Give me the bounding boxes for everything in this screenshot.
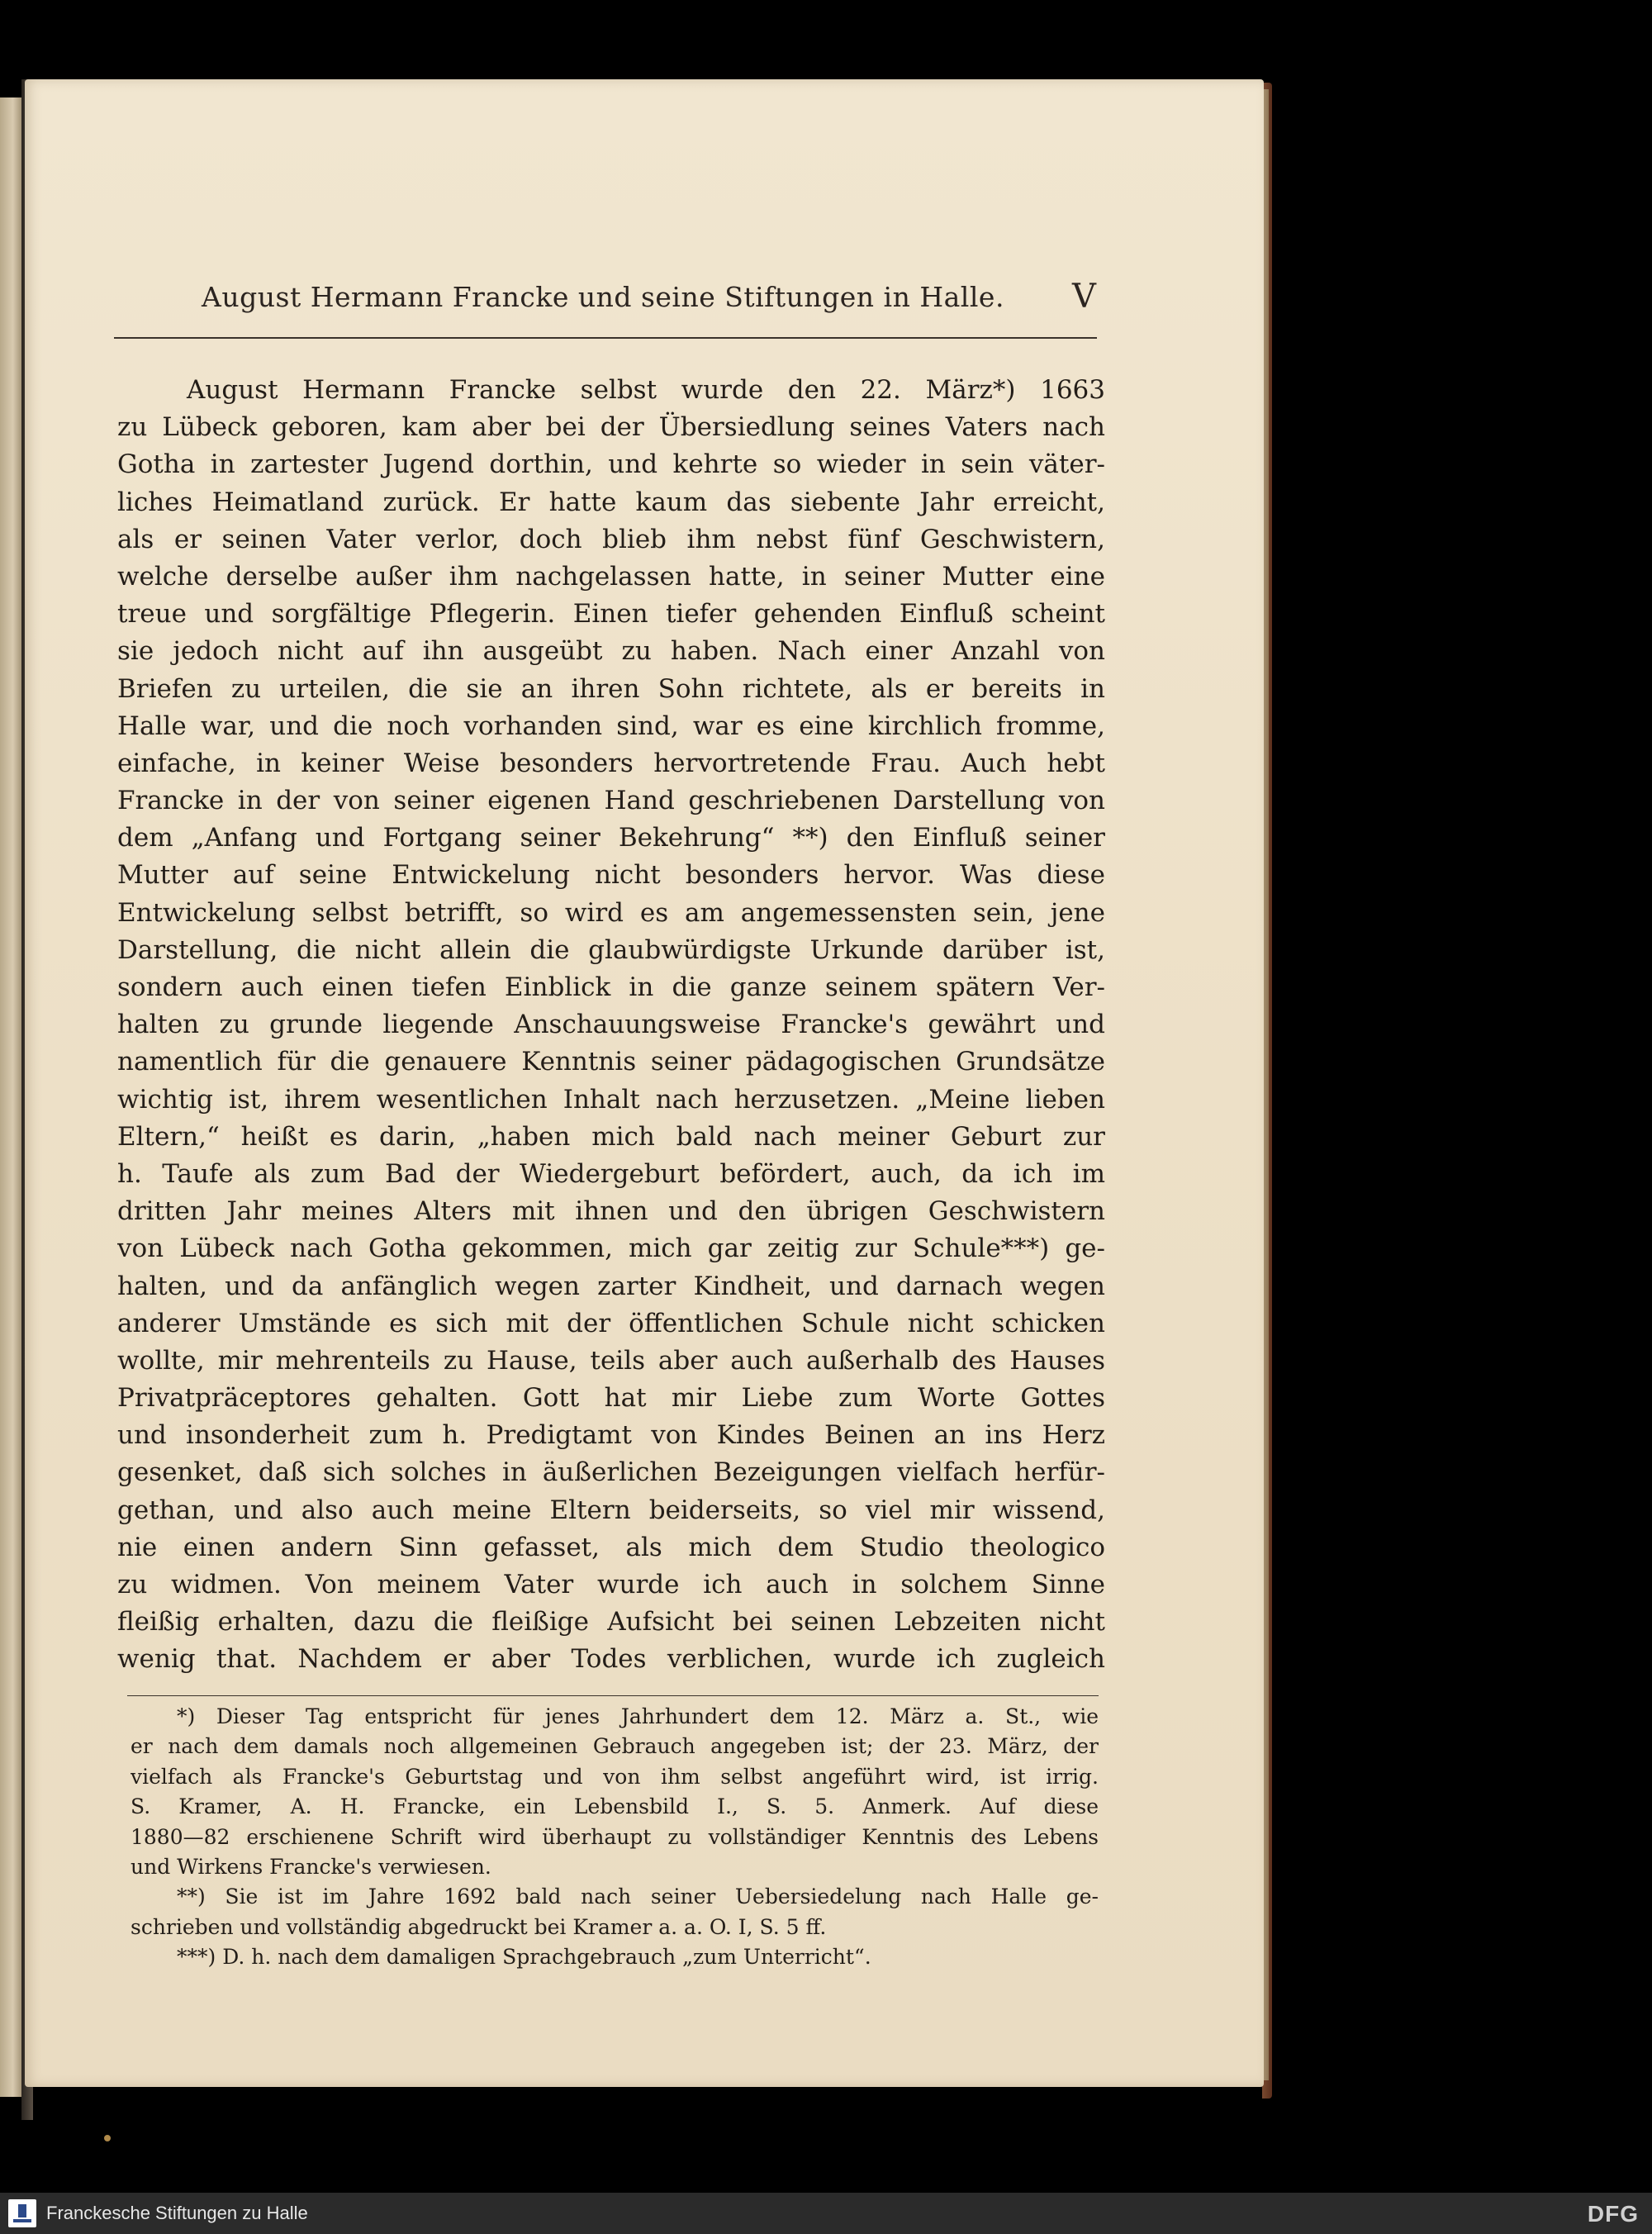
institution-name: Franckesche Stiftungen zu Halle [46, 2203, 308, 2223]
body-line: zu widmen. Von meinem Vater wurde ich auch in solchem Sinne [117, 1570, 1105, 1599]
body-line: gethan, und also auch meine Eltern beiderseits, so viel mir wissend, [117, 1495, 1105, 1525]
body-line: liches Heimatland zurück. Er hatte kaum das siebente Jahr erreicht, [117, 487, 1105, 517]
body-line: anderer Umstände es sich mit der öffentlichen Schule nicht schicken [117, 1308, 1105, 1338]
body-line: treue und sorgfältige Pflegerin. Einen tiefer gehenden Einfluß scheint [117, 599, 1105, 630]
body-line: wollte, mir mehrenteils zu Hause, teils aber auch außerhalb des Hauses [117, 1345, 1105, 1376]
body-line: Mutter auf seine Entwickelung nicht besonders hervor. Was diese [117, 860, 1105, 891]
body-line: Darstellung, die nicht allein die glaubwürdigste Urkunde darüber ist, [117, 934, 1105, 965]
body-line: Entwickelung selbst betrifft, so wird es am angemessensten sein, jene [117, 897, 1105, 928]
footnote-line: **) Sie ist im Jahre 1692 bald nach seiner Uebersiedelung nach Halle ge- [177, 1885, 1099, 1909]
footnote-line: *) Dieser Tag entspricht für jenes Jahrhundert dem 12. März a. St., wie [177, 1704, 1099, 1728]
body-line: von Lübeck nach Gotha gekommen, mich gar zeitig zur Schule***) ge- [117, 1233, 1105, 1264]
dfg-logo: DFG [1587, 2201, 1639, 2227]
footnote-line: und Wirkens Francke's verwiesen. [131, 1854, 491, 1879]
body-line: einfache, in keiner Weise besonders hervortretende Frau. Auch hebt [117, 748, 1105, 778]
body-line: namentlich für die genauere Kenntnis seiner pädagogischen Grundsätze [117, 1047, 1105, 1077]
book-page [25, 79, 1264, 2087]
pencil-mark [104, 2135, 111, 2141]
body-line: als er seinen Vater verlor, doch blieb ihm nebst fünf Geschwistern, [117, 524, 1105, 554]
footnote-line: schrieben und vollständig abgedruckt bei Kramer a. a. O. I, S. 5 ff. [131, 1914, 827, 1939]
body-line: Eltern,“ heißt es darin, „haben mich bald nach meiner Geburt zur [117, 1121, 1105, 1152]
body-line: dritten Jahr meines Alters mit ihnen und den übrigen Geschwistern [117, 1196, 1105, 1227]
body-line: halten, und da anfänglich wegen zarter Kindheit, und darnach wegen [117, 1271, 1105, 1301]
footnote-line: S. Kramer, A. H. Francke, ein Lebensbild I., S. 5. Anmerk. Auf diese [131, 1794, 1099, 1819]
body-line: gesenket, daß sich solches in äußerlichen Bezeigungen vielfach herfür- [117, 1457, 1105, 1488]
footnote-line: vielfach als Francke's Geburtstag und von ihm selbst angeführt wird, ist irrig. [131, 1764, 1099, 1789]
footnote-line: 1880—82 erschienene Schrift wird überhaupt zu vollständiger Kenntnis des Lebens [131, 1824, 1099, 1849]
viewer-footer-bar [0, 2193, 1652, 2234]
page-number: V [1072, 278, 1096, 316]
body-line: wenig that. Nachdem er aber Todes verblichen, wurde ich zugleich [117, 1644, 1105, 1675]
running-head: August Hermann Francke und seine Stiftungen in Halle. [202, 281, 1004, 313]
header-rule [114, 337, 1097, 339]
body-line: nie einen andern Sinn gefasset, als mich dem Studio theologico [117, 1532, 1105, 1562]
body-line: sie jedoch nicht auf ihn ausgeübt zu haben. Nach einer Anzahl von [117, 636, 1105, 667]
body-line: Halle war, und die noch vorhanden sind, war es eine kirchlich fromme, [117, 711, 1105, 741]
footnote-line: er nach dem damals noch allgemeinen Gebrauch angegeben ist; der 23. März, der [131, 1734, 1099, 1759]
body-line: zu Lübeck geboren, kam aber bei der Übersiedlung seines Vaters nach [117, 412, 1105, 443]
body-line: wichtig ist, ihrem wesentlichen Inhalt nach herzusetzen. „Meine lieben [117, 1084, 1105, 1115]
body-line: dem „Anfang und Fortgang seiner Bekehrung“ **) den Einfluß seiner [117, 823, 1105, 853]
body-line: sondern auch einen tiefen Einblick in die ganze seinem spätern Ver- [117, 972, 1105, 1002]
footnotes [131, 1702, 1099, 1973]
body-line: h. Taufe als zum Bad der Wiedergeburt befördert, auch, da ich im [117, 1158, 1105, 1189]
previous-page-edge [0, 97, 21, 2097]
body-line: Gotha in zartester Jugend dorthin, und kehrte so wieder in sein väter- [117, 449, 1105, 480]
body-line: welche derselbe außer ihm nachgelassen hatte, in seiner Mutter eine [117, 561, 1105, 592]
footnote-line: ***) D. h. nach dem damaligen Sprachgebrauch „zum Unterricht“. [177, 1945, 871, 1970]
footnote-rule [127, 1695, 1099, 1696]
institution-logo-icon [8, 2199, 36, 2227]
body-text [117, 372, 1105, 1679]
body-line: Francke in der von seiner eigenen Hand geschriebenen Darstellung von [117, 786, 1105, 816]
body-line: August Hermann Francke selbst wurde den 22. März*) 1663 [187, 375, 1105, 405]
body-line: Privatpräceptores gehalten. Gott hat mir Liebe zum Worte Gottes [117, 1383, 1105, 1414]
body-line: fleißig erhalten, dazu die fleißige Aufsicht bei seinen Lebzeiten nicht [117, 1607, 1105, 1637]
body-line: Briefen zu urteilen, die sie an ihren Sohn richtete, als er bereits in [117, 673, 1105, 704]
body-line: halten zu grunde liegende Anschauungsweise Francke's gewährt und [117, 1010, 1105, 1040]
body-line: und insonderheit zum h. Predigtamt von Kindes Beinen an ins Herz [117, 1420, 1105, 1451]
